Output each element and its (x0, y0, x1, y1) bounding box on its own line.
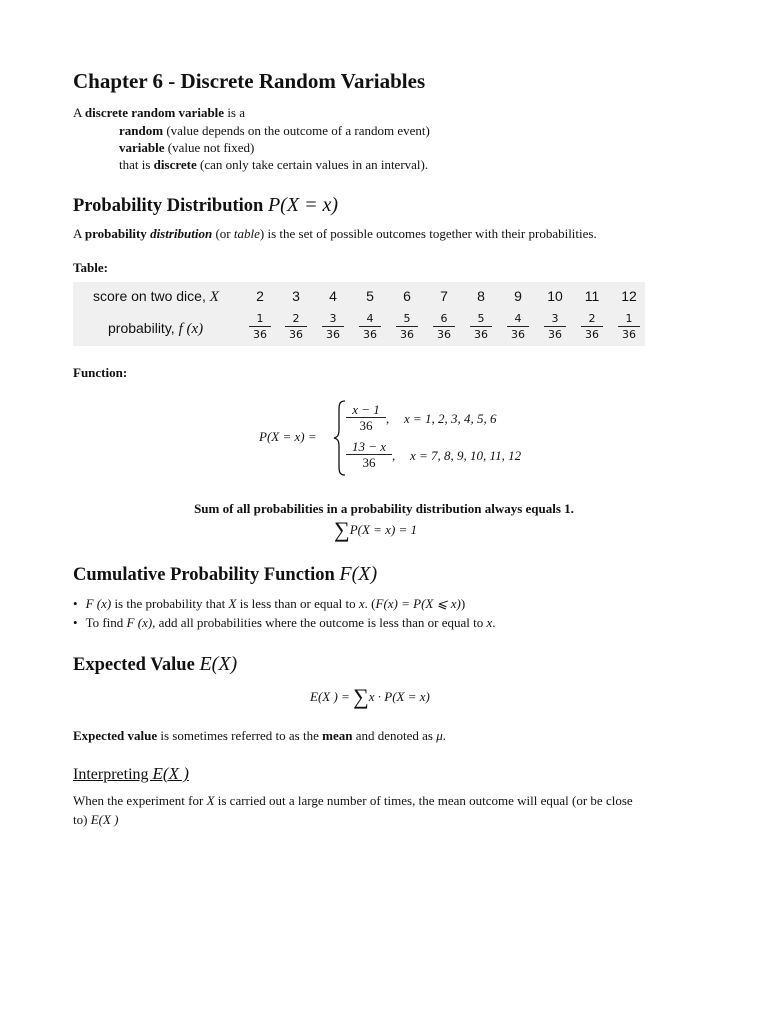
fraction-denominator: 36 (548, 328, 562, 341)
probability-fraction (433, 312, 455, 342)
probability-fraction (544, 312, 566, 342)
function-lhs: P(X = x) = (259, 429, 317, 444)
score-cell: 11 (584, 288, 600, 304)
fraction-denominator: 36 (326, 328, 340, 341)
interpreting-line-1: When the experiment for X is carried out a large number of times, the mean outcome will equal (or be close (73, 793, 633, 808)
score-cell: 6 (403, 288, 411, 304)
probability-fraction (359, 312, 381, 342)
intro-random-line: random (value depends on the outcome of a random event) (119, 123, 430, 138)
table-label: Table: (73, 260, 108, 275)
fraction-numerator: 4 (507, 312, 529, 327)
expected-heading: Expected Value E(X) (73, 653, 238, 675)
fraction-numerator: 3 (322, 312, 344, 327)
fraction-denominator: 36 (585, 328, 599, 341)
score-cell: 9 (514, 288, 522, 304)
case2-comma: , (392, 448, 396, 463)
sum-statement: Sum of all probabilities in a probability distribution always equals 1. (194, 501, 574, 516)
fraction-numerator: 1 (618, 312, 640, 327)
case2-fraction: $\frac{13 - x}{36}$ (346, 439, 392, 471)
row-probability-label: probability, f (x) (108, 320, 204, 337)
fraction-denominator: 36 (400, 328, 414, 341)
probability-fraction (618, 312, 640, 342)
fraction-numerator: 2 (581, 312, 603, 327)
probability-fraction (470, 312, 492, 342)
case2-condition: x = 7, 8, 9, 10, 11, 12 (410, 448, 522, 463)
fraction-numerator: 2 (285, 312, 307, 327)
case1-fraction: $\frac{x - 1}{36}$ (346, 402, 386, 434)
fraction-denominator: 36 (437, 328, 451, 341)
score-cell: 2 (256, 288, 264, 304)
case1-comma: , (386, 411, 390, 426)
fraction-denominator: 36 (622, 328, 636, 341)
prob-dist-description: A probability distribution (or table) is the set of possible outcomes together with their probabilities. (73, 226, 597, 241)
score-cell: 8 (477, 288, 485, 304)
probability-fraction (396, 312, 418, 342)
fraction-denominator: 36 (363, 328, 377, 341)
left-brace (333, 399, 347, 477)
probability-fraction (249, 312, 271, 342)
expected-formula: E(X ) = ∑x · P(X = x) (310, 684, 430, 709)
score-cell: 4 (329, 288, 337, 304)
case1-condition: x = 1, 2, 3, 4, 5, 6 (404, 411, 497, 426)
score-cell: 10 (547, 288, 563, 304)
intro-variable-line: variable (value not fixed) (119, 140, 255, 155)
probability-table (73, 282, 645, 346)
probability-fraction (285, 312, 307, 342)
score-cell: 3 (292, 288, 300, 304)
fraction-numerator: 3 (544, 312, 566, 327)
row-score-label: score on two dice, X (93, 288, 219, 305)
intro-discrete-line: that is discrete (can only take certain values in an interval). (119, 157, 429, 172)
page-title: Chapter 6 - Discrete Random Variables (73, 69, 426, 93)
fraction-denominator: 36 (253, 328, 267, 341)
probability-fraction (581, 312, 603, 342)
fraction-numerator: 6 (433, 312, 455, 327)
probability-fraction (507, 312, 529, 342)
score-cell: 7 (440, 288, 448, 304)
interpreting-heading: Interpreting E(X ) (73, 764, 189, 783)
interpreting-line-2: to) E(X ) (73, 812, 119, 827)
function-label: Function: (73, 365, 128, 380)
probability-fraction (322, 312, 344, 342)
fraction-denominator: 36 (474, 328, 488, 341)
intro-lead: A discrete random variable is a (73, 105, 246, 120)
cumulative-bullet-2: • To find F (x), add all probabilities where the outcome is less than or equal to x. (73, 615, 496, 630)
fraction-numerator: 5 (396, 312, 418, 327)
fraction-numerator: 1 (249, 312, 271, 327)
fraction-denominator: 36 (289, 328, 303, 341)
fraction-denominator: 36 (511, 328, 525, 341)
sum-formula: ∑P(X = x) = 1 (334, 517, 418, 542)
score-cell: 12 (621, 288, 637, 304)
expected-note: Expected value is sometimes referred to as the mean and denoted as μ. (73, 728, 447, 743)
cumulative-heading: Cumulative Probability Function F(X) (73, 563, 378, 585)
cumulative-bullet-1: • F (x) is the probability that X is less than or equal to x. (F(x) = P(X ⩽ x)) (73, 596, 466, 611)
score-cell: 5 (366, 288, 374, 304)
fraction-numerator: 5 (470, 312, 492, 327)
prob-dist-heading: Probability Distribution P(X = x) (73, 194, 339, 216)
fraction-numerator: 4 (359, 312, 381, 327)
